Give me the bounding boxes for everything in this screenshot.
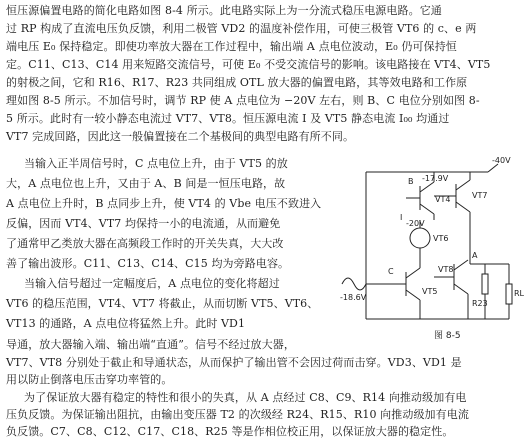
text-line: 善了输出波形。C11、C13、C14、C15 均为旁路电容。 [6,257,290,270]
text-line: 理如图 8-5 所示。不加信号时，调节 RP 使 A 点电位为 −20V 左右，则 B、C 电位分别如图 8- [6,94,480,107]
text-line: 为了保证放大器有稳定的特性和很小的失真，从 A 点经过 C8、C9、R14 向推动级加有电 [24,391,467,404]
text-line: 恒压源偏置电路的简化电路如图 8-4 所示。此电路实际上为一分流式稳压电源电路。它通 [6,4,442,17]
supply-label: -40V [492,156,511,165]
text-line: 的射极之间，它和 R16、R17、R23 共同组成 OTL 放大器的偏置电路，其等效电路和工作原 [6,76,468,89]
node-c-label: C [388,267,394,276]
c-voltage-label: -18.6V [340,293,367,302]
node-b-label: B [408,177,414,186]
vt8-collector [454,260,468,270]
text-line: 压负反馈。为保证输出阻抗，由输出变压器 T2 的次级经 R24、R15、R10 向推动级加有电流 [6,408,469,421]
text-line: VT6 的稳压范围，VT4、VT7 将截止，从而切断 VT5、VT6、 [6,297,319,310]
rl-resistor [506,284,512,304]
v20-label: -20V [406,219,425,228]
vt4-emitter [420,204,434,214]
text-line: VT7 完成回路，因此这一般偏置接在二个基极间的典型电路有所不同。 [6,130,355,143]
vt5-collector [406,268,420,278]
r23-label: R23 [472,299,488,308]
text-line: 用以防止倒落电压击穿功率管的。 [6,373,173,386]
text-line: 过 RP 构成了直流电压负反馈，利用二极管 VD2 的温度补偿作用，可使三极管 VT6 的 c、e 两 [6,22,477,35]
text-line: 反偏，因而 VT4、VT7 均保持一小的电流通，从而避免 [6,217,281,230]
figure-caption: 图 8-5 [434,331,461,341]
text-line: 当输入信号超过一定幅度后，A 点电位的变化将超过 [24,277,280,290]
text-line: A 点电位上升时，B 点同步上升，使 VT4 的 Vbe 电压不致进入 [6,197,322,210]
text-line: VT13 的通路，A 点电位将猛然上升。此时 VD1 [6,317,246,330]
vt6-label: VT6 [433,234,449,243]
rl-label: RL [514,289,524,298]
vt5-emitter [406,290,420,300]
text-line: 定。C11、C13、C14 用来短路交流信号，可使 E₀ 不受交流信号的影响。该电路接在 VT4、VT5 [6,58,491,71]
supply-terminal [488,164,498,172]
text-line: 端电压 E₀ 保持稳定。即使功率放大器在工作过程中，输出端 A 点电位波动，E₀ 仍可保持恒 [6,40,457,53]
vt6-circle [410,228,430,248]
input-sine-wave [342,278,366,290]
text-line: 当输入正半周信号时，C 点电位上升，由于 VT5 的放 [24,157,288,170]
vt7-emitter [456,202,470,212]
i-label: I [400,213,403,222]
vt8-label: VT8 [438,265,454,274]
vt4-label: VT4 [435,195,451,204]
text-line: 负反馈。C7、C8、C12、C17、C18、R25 等是作相位校正用，以保证放大器的稳定性。 [6,425,454,438]
vt7-collector [456,180,470,190]
vt8-emitter [454,284,468,294]
vt7-label: VT7 [472,191,488,200]
node-a-label: A [472,251,478,260]
text-line: VT7、VT8 分别处于截止和导通状态，从而保护了输出管不会因过荷而击穿。VD3、VD1 是 [6,356,462,369]
b-voltage-label: -17.9V [422,174,449,183]
vt5-label: VT5 [422,287,438,296]
text-line: 导通，放大器输入端、输出端“直通”。信号不经过放大器， [6,338,295,351]
circuit-figure-8-5 [338,154,524,344]
text-line: 5 所示。此时有一较小静态电流过 VT7、VT8。恒压源电流 I 及 VT5 静态电流 I₀₀ 均通过 [6,112,450,125]
r23-resistor [482,274,488,294]
vt4-collector [420,182,434,192]
text-line: 大，A 点电位也上升，又由于 A、B 间是一恒压电路，故 [6,177,286,190]
text-line: 了通常甲乙类放大器在高频段工作时的开关失真，大大改 [6,237,284,250]
